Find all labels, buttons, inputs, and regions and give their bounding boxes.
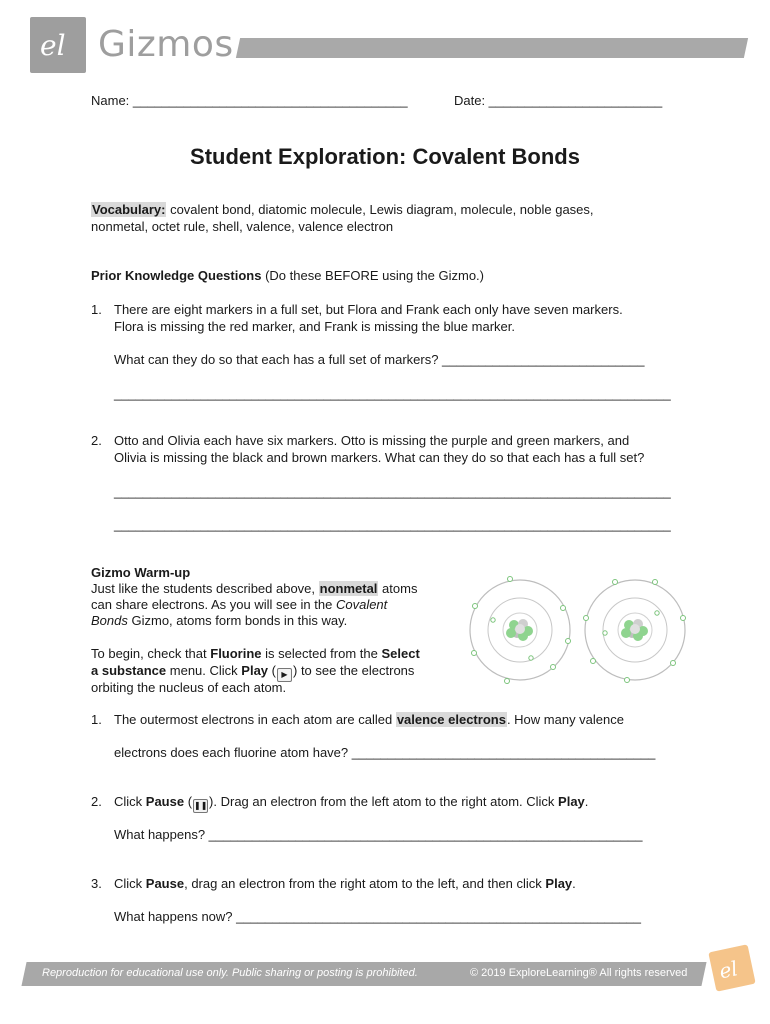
warmup-p1-line-1 xyxy=(91,581,417,597)
right-fluorine-atom xyxy=(584,580,686,683)
substance-bold: a substance xyxy=(91,663,167,678)
warmup-q1-line-1 xyxy=(114,712,624,728)
vocabulary-label: Vocabulary: xyxy=(92,202,166,217)
footer-notice: Reproduction for educational use only. Public sharing or posting is prohibited. xyxy=(42,967,418,979)
warmup-q2-line-1 xyxy=(114,794,588,813)
left-nucleus xyxy=(506,619,533,641)
warmup-q3-number: 3. xyxy=(91,876,102,891)
warmup-q2-c: ). Drag an electron from the left atom to the right atom. Click xyxy=(209,794,559,809)
name-field[interactable]: Name: ______________________________________ xyxy=(91,93,408,108)
warmup-heading xyxy=(91,565,190,581)
play-bold-2: Play xyxy=(558,794,585,809)
vocabulary-terms-2: nonmetal, octet rule, shell, valence, valence electron xyxy=(91,219,394,234)
warmup-p1-b: atoms xyxy=(378,581,418,596)
warmup-p2-line-3: orbiting the nucleus of each atom. xyxy=(91,680,287,695)
warmup-q3-b: , drag an electron from the right atom to the left, and then click xyxy=(184,876,546,891)
warmup-q1-number: 1. xyxy=(91,712,102,727)
warmup-p1-a: Just like the students described above, xyxy=(91,581,319,596)
warmup-q3-a: Click xyxy=(114,876,146,891)
header-bar xyxy=(236,38,748,58)
play-bold: Play xyxy=(241,663,269,678)
bonds-italic: Bonds xyxy=(91,613,128,628)
q2-line-2: Olivia is missing the black and brown markers. What can they do so that each has a full set? xyxy=(114,450,645,465)
warmup-p1-line3-text: Gizmo, atoms form bonds in this way. xyxy=(127,613,348,628)
warmup-q2-answer[interactable]: What happens? ____________________________________________________________ xyxy=(114,827,643,842)
warmup-q2-a: Click xyxy=(114,794,146,809)
valence-electrons-highlight: valence electrons xyxy=(396,712,506,727)
warmup-p2-line-1 xyxy=(91,646,420,662)
warmup-q2-d: . xyxy=(584,794,589,809)
brand-name: Gizmos xyxy=(98,24,234,65)
nonmetal-highlight: nonmetal xyxy=(319,581,378,596)
play-icon[interactable]: ▶ xyxy=(277,668,292,682)
select-bold: Select xyxy=(381,646,420,661)
date-field[interactable]: Date: ________________________ xyxy=(454,93,663,108)
play-bold-3: Play xyxy=(545,876,573,891)
warmup-q2-number: 2. xyxy=(91,794,102,809)
page-title: Student Exploration: Covalent Bonds xyxy=(190,144,580,169)
warmup-heading-text: Gizmo Warm-up xyxy=(91,565,191,580)
q2-answer-blank-1[interactable]: _____________________________________________________________________________ xyxy=(114,484,671,499)
left-fluorine-atom xyxy=(470,577,571,684)
footer-copyright: © 2019 ExploreLearning® All rights reserved xyxy=(470,967,688,979)
warmup-q1-a: The outermost electrons in each atom are called xyxy=(114,712,396,727)
warmup-p2-b: is selected from the xyxy=(261,646,382,661)
warmup-p1-line-3 xyxy=(91,613,347,629)
right-nucleus xyxy=(621,619,648,641)
warmup-q2-b: ( xyxy=(184,794,193,809)
warmup-q1-b: . How many valence xyxy=(506,712,624,727)
warmup-p2-line2-c: ) to see the electrons xyxy=(293,663,415,678)
prior-knowledge-heading xyxy=(91,268,484,284)
fluorine-bold: Fluorine xyxy=(210,646,262,661)
q1-line-2: Flora is missing the red marker, and Frank is missing the blue marker. xyxy=(114,319,515,334)
q2-number: 2. xyxy=(91,433,102,448)
pause-bold: Pause xyxy=(145,794,185,809)
q1-number: 1. xyxy=(91,302,102,317)
q2-answer-blank-2[interactable]: _____________________________________________________________________________ xyxy=(114,517,671,532)
fluorine-atoms-illustration xyxy=(465,573,695,688)
warmup-q3-line-1 xyxy=(114,876,576,892)
q1-question[interactable]: What can they do so that each has a full set of markers? ____________________________ xyxy=(114,352,645,367)
pause-icon[interactable]: ❚❚ xyxy=(193,799,208,813)
svg-text:el: el xyxy=(40,29,66,62)
warmup-q3-answer[interactable]: What happens now? ________________________________________________________ xyxy=(114,909,642,924)
q1-answer-blank[interactable]: _____________________________________________________________________________ xyxy=(114,386,671,401)
warmup-p1-line2-text: can share electrons. As you will see in the xyxy=(91,597,336,612)
svg-text:el: el xyxy=(716,956,740,984)
q2-line-1: Otto and Olivia each have six markers. Otto is missing the purple and green markers, and xyxy=(114,433,630,448)
covalent-italic: Covalent xyxy=(335,597,388,612)
q1-line-1: There are eight markers in a full set, but Flora and Frank each only have seven markers. xyxy=(114,302,623,317)
warmup-p2-a: To begin, check that xyxy=(91,646,211,661)
explorelearning-logo-icon xyxy=(708,944,755,991)
vocabulary-line-1 xyxy=(91,202,594,218)
warmup-q1-answer[interactable]: electrons does each fluorine atom have? __________________________________________ xyxy=(114,745,656,760)
prior-heading-text: Prior Knowledge Questions xyxy=(91,268,262,283)
vocabulary-terms-1: covalent bond, diatomic molecule, Lewis diagram, molecule, noble gases, xyxy=(166,202,594,217)
warmup-q3-c: . xyxy=(572,876,576,891)
warmup-p2-line2-a: menu. Click xyxy=(166,663,242,678)
warmup-p2-line2-b: ( xyxy=(268,663,276,678)
warmup-p1-line-2 xyxy=(91,597,387,613)
gizmos-logo-icon xyxy=(30,17,86,73)
pause-bold-2: Pause xyxy=(145,876,185,891)
prior-heading-note: (Do these BEFORE using the Gizmo.) xyxy=(261,268,484,283)
